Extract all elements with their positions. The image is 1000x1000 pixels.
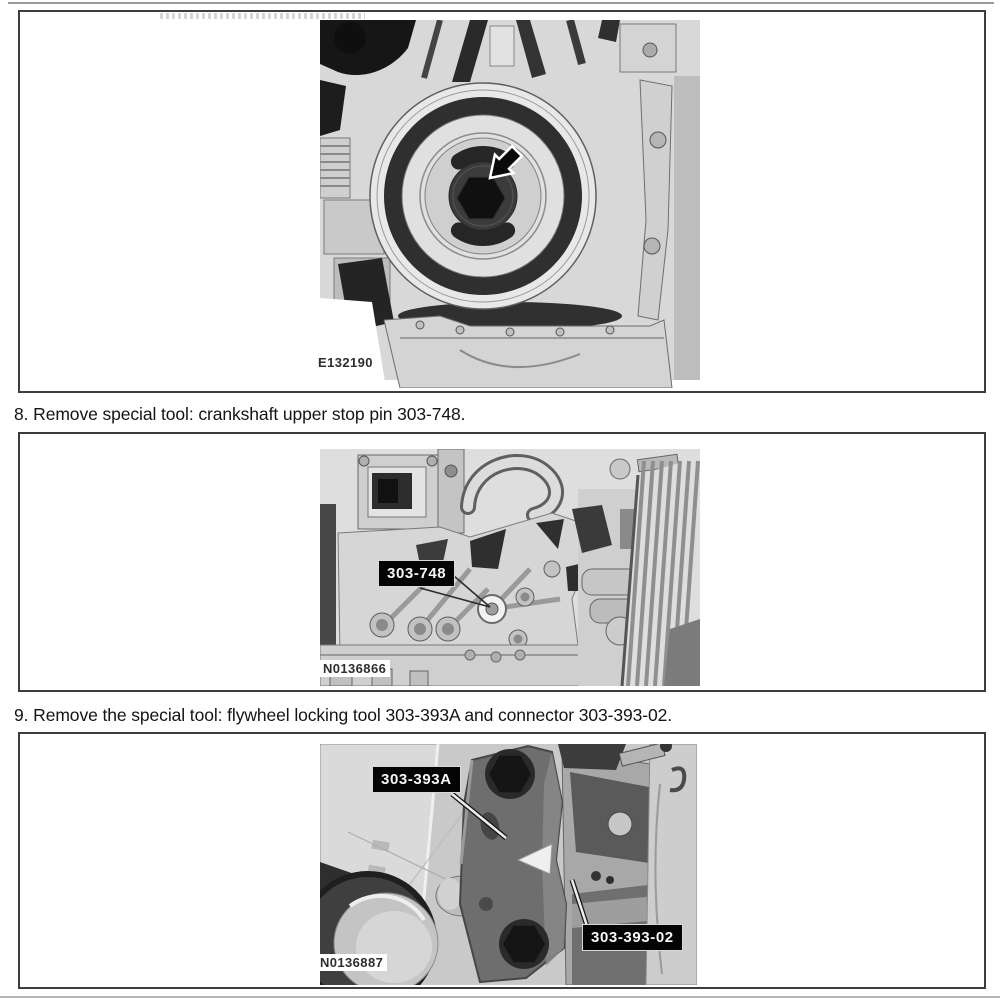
figure-id-label: N0136866	[319, 660, 390, 677]
figure-illustration-flywheel-lock	[320, 744, 697, 985]
engine-front-drawing	[320, 20, 700, 388]
step-9-instruction: 9. Remove the special tool: flywheel locking tool 303-393A and connector 303-393-02.	[14, 705, 672, 725]
figure-id-label: N0136887	[316, 954, 387, 971]
figure-id-label: E132190	[314, 354, 377, 371]
flywheel-locking-plate	[460, 746, 566, 982]
engine-side-drawing	[320, 449, 700, 686]
pulley-slot-bottom	[459, 230, 507, 238]
dowel-face	[438, 878, 462, 910]
figure-illustration-crankshaft-pulley	[320, 20, 700, 388]
cropped-text-artifact	[160, 13, 365, 19]
engine-face	[338, 513, 592, 667]
tool-callout-303-748: 303-748	[378, 560, 455, 587]
page-top-divider	[8, 2, 994, 4]
tool-callout-303-393-02: 303-393-02	[582, 924, 683, 951]
oil-pan	[384, 316, 672, 388]
crankshaft-pulley	[370, 83, 596, 309]
step-8-instruction: 8. Remove special tool: crankshaft upper stop pin 303-748.	[14, 404, 466, 424]
figure-illustration-stop-pin	[320, 449, 700, 686]
pipe-left	[320, 138, 350, 198]
page-bottom-divider	[0, 996, 1000, 998]
tool-callout-303-393a: 303-393A	[372, 766, 461, 793]
sensor-bracket	[358, 449, 464, 533]
stop-pin-hole	[478, 595, 506, 623]
